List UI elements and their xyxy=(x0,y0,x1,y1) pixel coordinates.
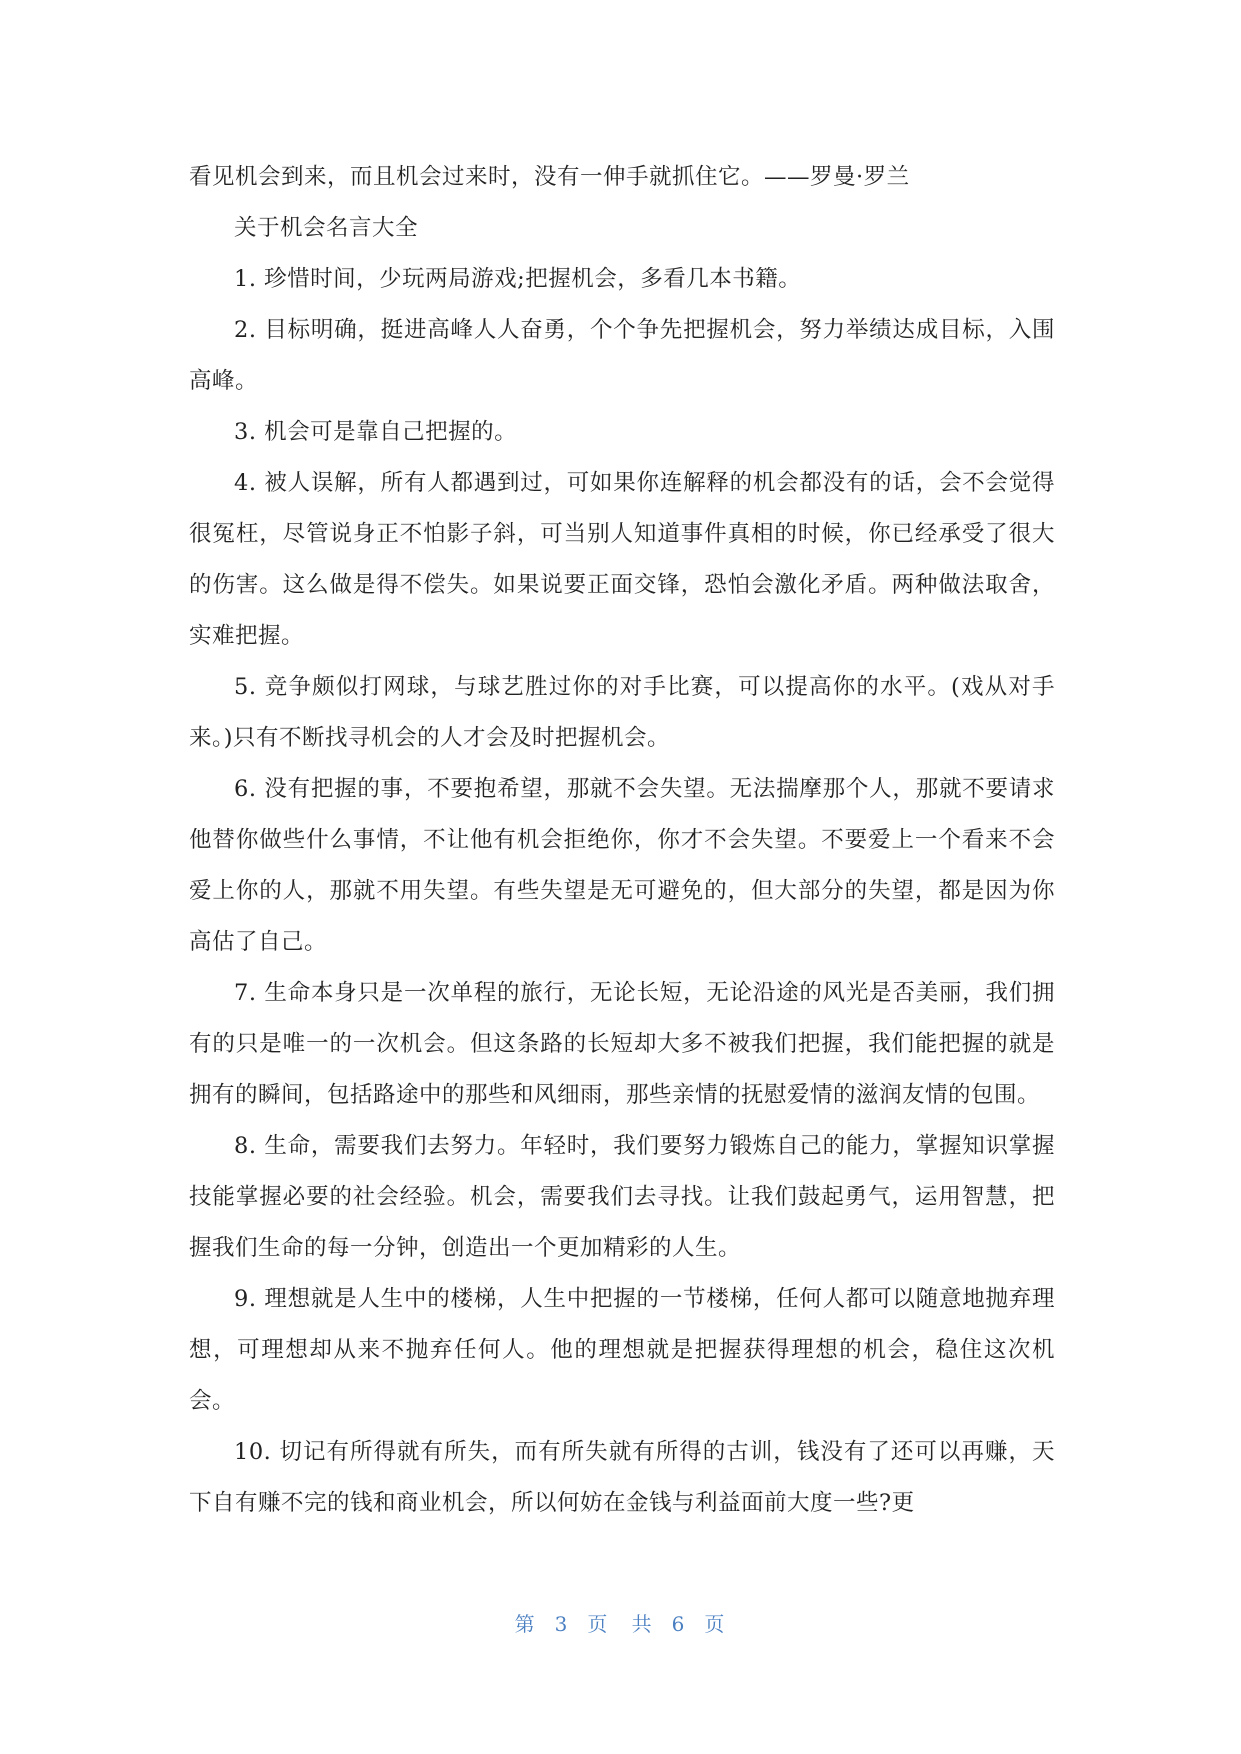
paragraph-item-6: 6. 没有把握的事，不要抱希望，那就不会失望。无法揣摩那个人，那就不要请求他替你做些什么事情，不让他有机会拒绝你，你才不会失望。不要爱上一个看来不会爱上你的人，那就不用失望。有些失望是无可避免的，但大部分的失望，都是因为你高估了自己。 xyxy=(189,776,1055,955)
page-footer xyxy=(0,1608,1241,1637)
paragraph-item-1: 1. 珍惜时间，少玩两局游戏;把握机会，多看几本书籍。 xyxy=(234,266,802,292)
section-heading: 关于机会名言大全 xyxy=(234,215,419,241)
paragraph-item-2: 2. 目标明确，挺进高峰人人奋勇，个个争先把握机会，努力举绩达成目标，入围高峰。 xyxy=(189,317,1055,394)
paragraph-quote-attribution: 看见机会到来，而且机会过来时，没有一伸手就抓住它。——罗曼·罗兰 xyxy=(189,164,910,190)
document-body xyxy=(189,152,1055,1529)
paragraph-item-7: 7. 生命本身只是一次单程的旅行，无论长短，无论沿途的风光是否美丽，我们拥有的只是唯一的一次机会。但这条路的长短却大多不被我们把握，我们能把握的就是拥有的瞬间，包括路途中的那些和风细雨，那些亲情的抚慰爱情的滋润友情的包围。 xyxy=(189,980,1055,1108)
footer-suffix: 页 xyxy=(704,1612,727,1636)
paragraph-item-5: 5. 竞争颇似打网球，与球艺胜过你的对手比赛，可以提高你的水平。(戏从对手来。)只有不断找寻机会的人才会及时把握机会。 xyxy=(189,674,1055,751)
paragraph-item-3: 3. 机会可是靠自己把握的。 xyxy=(234,419,518,445)
paragraph-item-4: 4. 被人误解，所有人都遇到过，可如果你连解释的机会都没有的话，会不会觉得很冤枉，尽管说身正不怕影子斜，可当别人知道事件真相的时候，你已经承受了很大的伤害。这么做是得不偿失。如果说要正面交锋，恐怕会激化矛盾。两种做法取舍，实难把握。 xyxy=(189,470,1055,649)
paragraph-item-9: 9. 理想就是人生中的楼梯，人生中把握的一节楼梯，任何人都可以随意地抛弃理想，可理想却从来不抛弃任何人。他的理想就是把握获得理想的机会，稳住这次机会。 xyxy=(189,1286,1055,1414)
footer-current-page: 3 xyxy=(554,1612,570,1636)
paragraph-item-10: 10. 切记有所得就有所失，而有所失就有所得的古训，钱没有了还可以再赚，天下自有赚不完的钱和商业机会，所以何妨在金钱与利益面前大度一些?更 xyxy=(189,1439,1055,1516)
footer-middle: 页 共 xyxy=(587,1612,654,1636)
footer-total-pages: 6 xyxy=(671,1612,687,1636)
paragraph-item-8: 8. 生命，需要我们去努力。年轻时，我们要努力锻炼自己的能力，掌握知识掌握技能掌握必要的社会经验。机会，需要我们去寻找。让我们鼓起勇气，运用智慧，把握我们生命的每一分钟，创造出一个更加精彩的人生。 xyxy=(189,1133,1055,1261)
footer-prefix: 第 xyxy=(514,1612,537,1636)
